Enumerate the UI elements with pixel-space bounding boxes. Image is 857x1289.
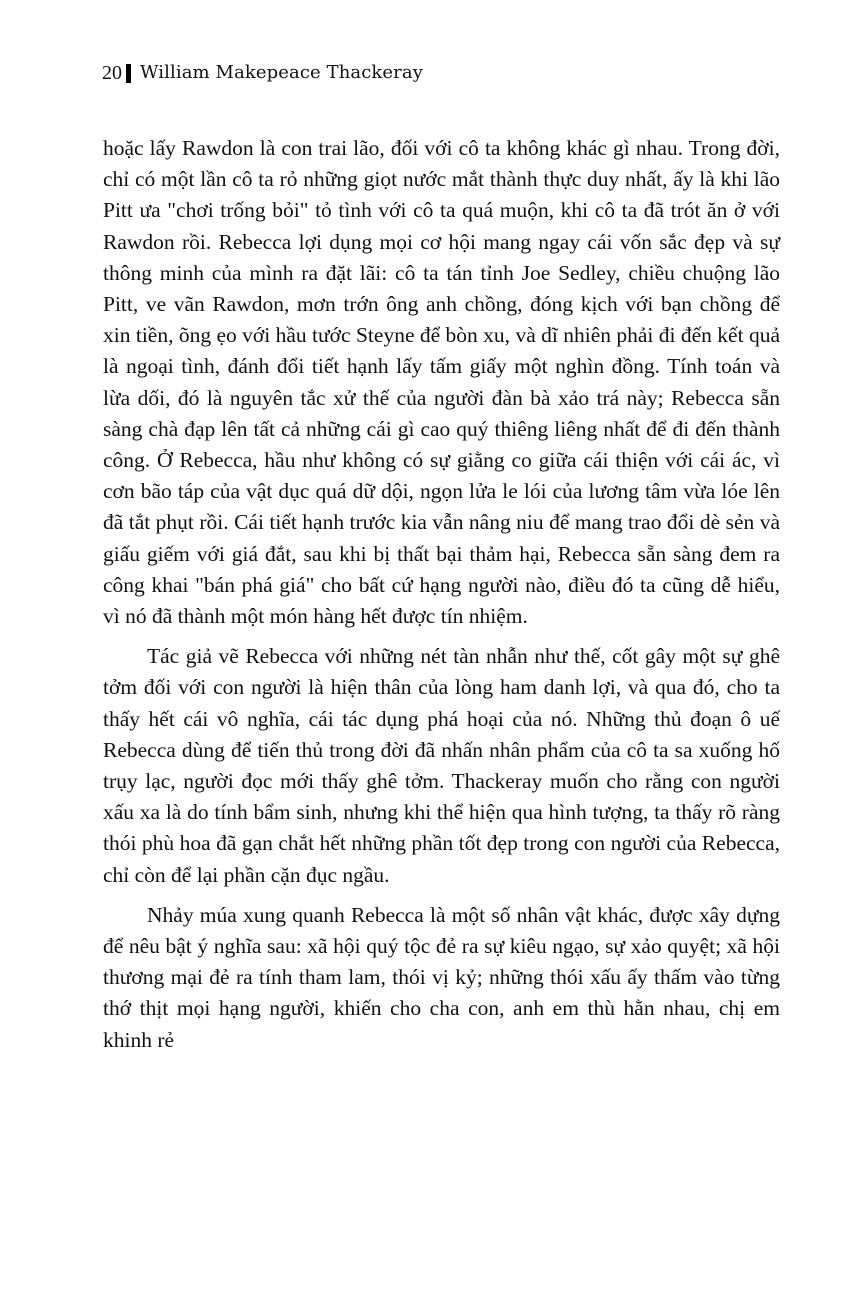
paragraph-1: hoặc lấy Rawdon là con trai lão, đối với cô ta không khác gì nhau. Trong đời, chỉ có một lần cô ta rỏ những giọt nước mắt thành thực duy nhất, ấy là khi lão Pitt ưa "chơi trống bỏi" tỏ tình với cô ta quá muộn, khi cô ta đã trót ăn ở với Rawdon rồi. Rebecca lợi dụng mọi cơ hội mang ngay cái vốn sắc đẹp và sự thông minh của mình ra đặt lãi: cô ta tán tỉnh Joe Sedley, chiều chuộng lão Pitt, ve vãn Rawdon, mơn trớn ông anh chồng, đóng kịch với bạn chồng để xin tiền, õng ẹo với hầu tước Steyne để bòn xu, và dĩ nhiên phải đi đến kết quả là ngoại tình, đánh đổi tiết hạnh lấy tấm giấy một nghìn đồng. Tính toán và lừa dối, đó là nguyên tắc xử thế của người đàn bà xảo trá này; Rebecca sẵn sàng chà đạp lên tất cả những cái gì cao quý thiêng liêng nhất để đi đến thành công. Ở Rebecca, hầu như không có sự giằng co giữa cái thiện với cái ác, vì cơn bão táp của vật dục quá dữ dội, ngọn lửa le lói của lương tâm vừa lóe lên đã tắt phụt rồi. Cái tiết hạnh trước kia vẫn nâng niu để mang trao đổi dè sẻn và giấu giếm với giá đắt, sau khi bị thất bại thảm hại, Rebecca sẵn sàng đem ra công khai "bán phá giá" cho bất cứ hạng người nào, điều đó ta cũng dễ hiểu, vì nó đã thành một món hàng hết được tín nhiệm.	[103, 136, 780, 629]
running-header	[102, 60, 423, 86]
header-separator-bar	[126, 64, 131, 83]
page-number: 20	[102, 62, 122, 84]
body-text	[103, 133, 780, 1065]
paragraph-3: Nhảy múa xung quanh Rebecca là một số nhân vật khác, được xây dựng để nêu bật ý nghĩa sau: xã hội quý tộc đẻ ra sự kiêu ngạo, sự xảo quyệt; xã hội thương mại đẻ ra tính tham lam, thói vị kỷ; những thói xấu ấy thấm vào từng thớ thịt mọi hạng người, khiến cho cha con, anh em thù hằn nhau, chị em khinh rẻ	[103, 902, 780, 1052]
book-title: William Makepeace Thackeray	[140, 62, 423, 83]
paragraph-2: Tác giả vẽ Rebecca với những nét tàn nhẫn như thế, cốt gây một sự ghê tởm đối với con người là hiện thân của lòng ham danh lợi, và qua đó, cho ta thấy hết cái vô nghĩa, cái tác dụng phá hoại của nó. Những thủ đoạn ô uế Rebecca dùng để tiến thủ trong đời đã nhấn nhân phẩm của cô ta sa xuống hố trụy lạc, người đọc mới thấy ghê tởm. Thackeray muốn cho rằng con người xấu xa là do tính bẩm sinh, nhưng khi thể hiện qua hình tượng, ta thấy rõ ràng thói phù hoa đã gạn chắt hết những phần tốt đẹp trong con người của Rebecca, chỉ còn để lại phần cặn đục ngầu.	[103, 644, 780, 887]
